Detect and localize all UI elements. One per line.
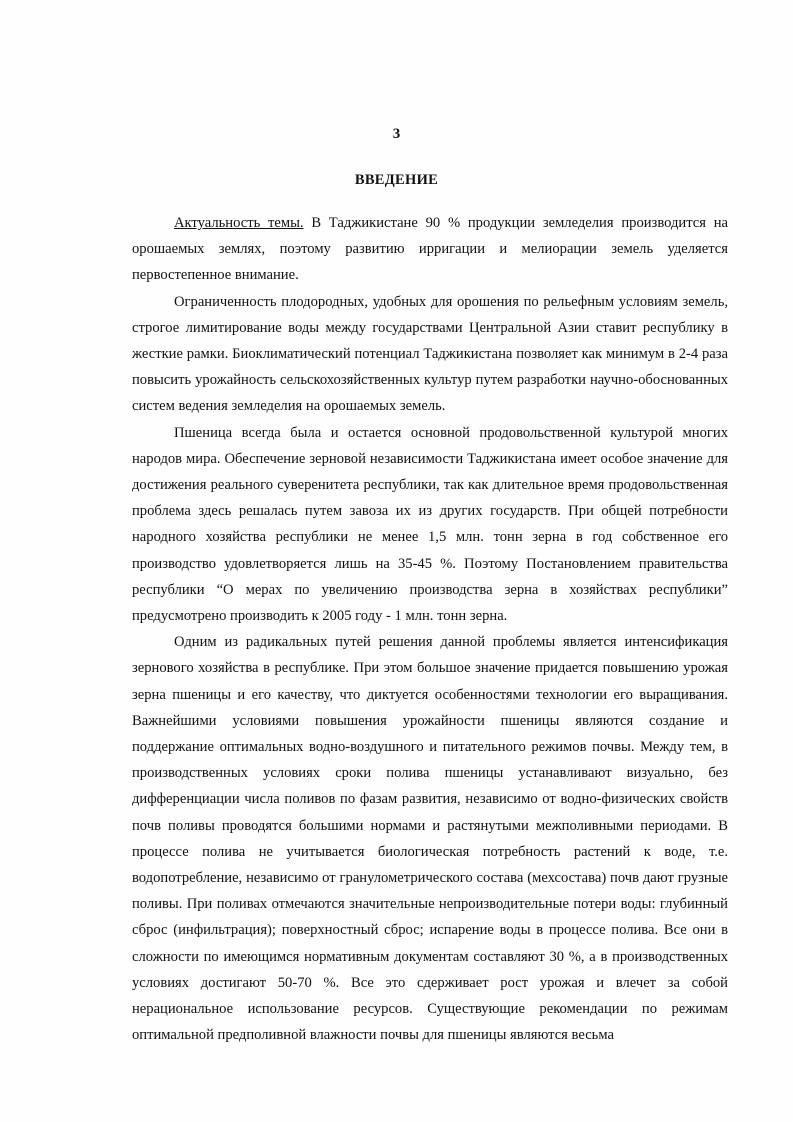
paragraph-land-limits: Ограниченность плодородных, удобных для орошения по рельефным условиям земель, строгое лимитирование воды между государствами Центральной Азии ставит республику в жесткие рамки. Биоклиматический потенциал Таджикистана позволяет как минимум в 2-4 раза повысить урожайность сельскохозяйственных культур путем разработки научно-обоснованных систем ведения земледелия на орошаемых земель. — [132, 293, 728, 415]
body-text — [132, 210, 728, 1049]
page-number: 3 — [392, 126, 401, 142]
paragraph-relevance — [132, 210, 728, 289]
relevance-label: Актуальность темы. — [174, 215, 304, 231]
paragraph-text: В Таджикистане 90 % продукции земледелия производится на орошаемых землях, поэтому развитию ирригации и мелиорации земель уделяется первостепенное внимание. — [132, 215, 729, 284]
section-heading: ВВЕДЕНИЕ — [354, 172, 439, 188]
paragraph-intensification: Одним из радикальных путей решения данной проблемы является интенсификация зернового хозяйства в республике. При этом большое значение придается повышению урожая зерна пшеницы и его качеству, что диктуется особенностями технологии его выращивания. Важнейшими условиями повышения урожайности пшеницы являются создание и поддержание оптимальных водно-воздушного и питательного режимов почвы. Между тем, в производственных условиях сроки полива пшеницы устанавливают визуально, без дифференциации числа поливов по фазам развития, независимо от водно-физических свойств почв поливы проводятся большими нормами и растянутыми межполивными периодами. В процессе полива не учитывается биологическая потребность растений к воде, т.е. водопотребление, независимо от гранулометрического состава (мехсостава) почв дают грузные поливы. При поливах отмечаются значительные непроизводительные потери воды: глубинный сброс (инфильтрация); поверхностный сброс; испарение воды в процессе полива. Все они в сложности по имеющимся нормативным документам составляют 30 %, а в производственных условиях достигают 50-70 %. Все это сдерживает рост урожая и влечет за собой нерациональное использование ресурсов. Существующие рекомендации по режимам оптимальной предполивной влажности почвы для пшеницы являются весьма — [132, 634, 728, 1044]
paragraph-wheat-importance: Пшеница всегда была и остается основной продовольственной культурой многих народов мира. Обеспечение зерновой независимости Таджикистана имеет особое значение для достижения реального суверенитета республики, так как длительное время продовольственная проблема здесь решалась путем завоза их из других государств. При общей потребности народного хозяйства республики не менее 1,5 млн. тонн зерна в год собственное его производство удовлетворяется лишь на 35-45 %. Поэтому Постановлением правительства республики “О мерах по увеличению производства зерна в хозяйствах республики” предусмотрено производить к 2005 году - 1 млн. тонн зерна. — [132, 424, 728, 625]
